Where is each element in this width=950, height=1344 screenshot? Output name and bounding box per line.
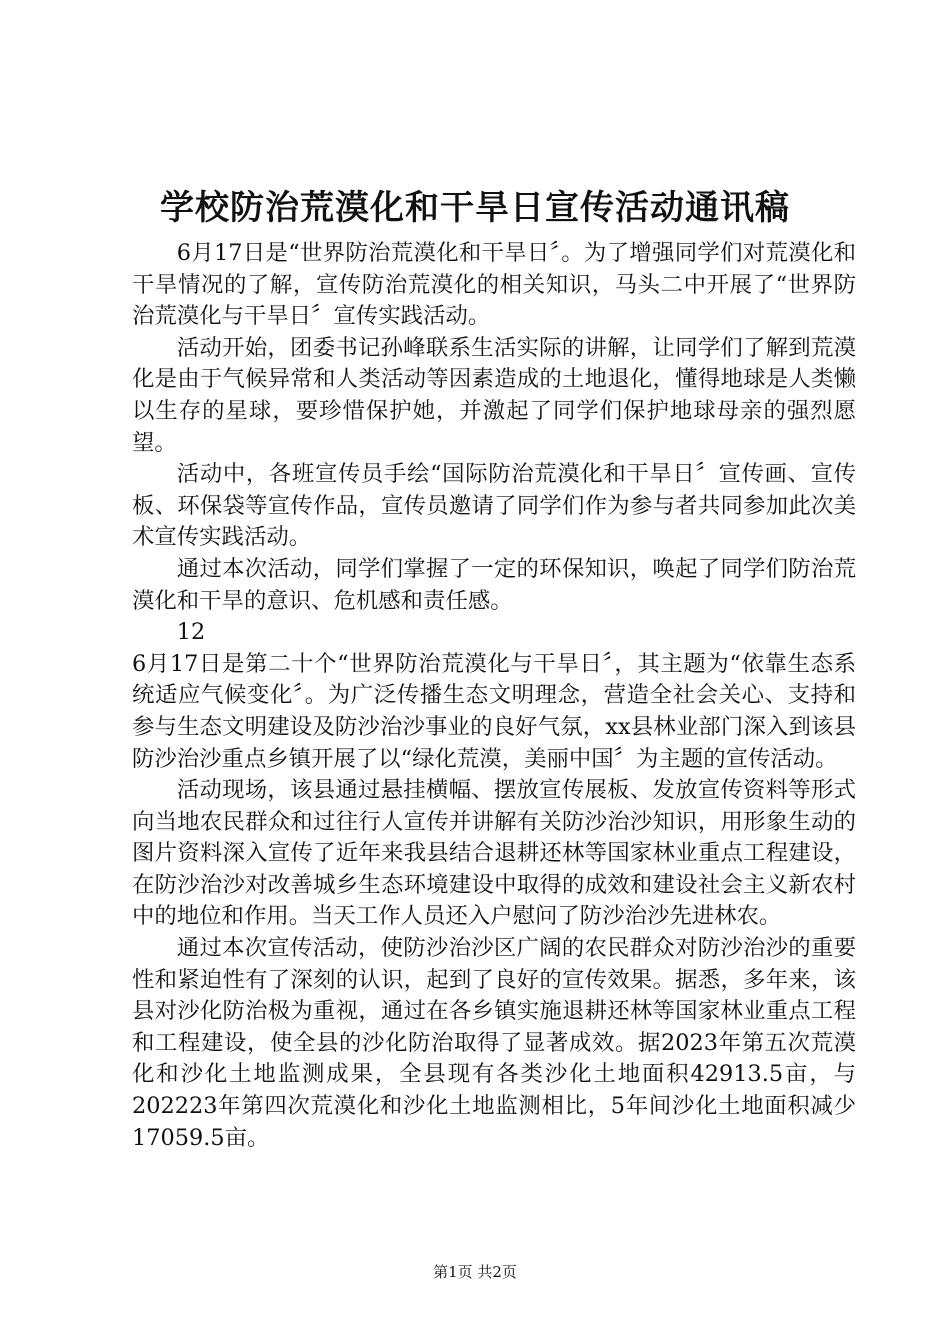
paragraph-activity-start: 活动开始，团委书记孙峰联系生活实际的讲解，让同学们了解到荒漠化是由于气候异常和人类活动等因素造成的土地退化，懂得地球是人类懒以生存的星球，要珍惜保护她，并激起了同学们保护地球母亲的强烈愿望。 (132, 334, 856, 456)
paragraph-intro: 6月17日是“世界防治荒漠化和干旱日〞。为了增强同学们对荒漠化和干旱情况的了解，宣传防治荒漠化的相关知识，马头二中开展了“世界防治荒漠化与干旱日〞宣传实践活动。 (132, 240, 856, 330)
section-separator: 12 (176, 619, 206, 646)
paragraph-activity-result: 通过本次活动，同学们掌握了一定的环保知识，唤起了同学们防治荒漠化和干旱的意识、危机感和责任感。 (132, 555, 856, 614)
document-body (132, 238, 856, 1154)
page-number-footer: 第1页 共2页 (433, 1263, 517, 1281)
paragraph-second-article-intro: 6月17日是第二十个“世界防治荒漠化与干旱日〞，其主题为“依靠生态系统适应气候变化〞。为广泛传播生态文明理念，营造全社会关心、支持和参与生态文明建设及防沙治沙事业的良好气氛，xx县林业部门深入到该县防沙治沙重点乡镇开展了以“绿化荒漠，美丽中国〞为主题的宣传活动。 (132, 650, 856, 772)
paragraph-event-effect: 通过本次宣传活动，使防沙治沙区广阔的农民群众对防沙治沙的重要性和紧迫性有了深刻的认识，起到了良好的宣传效果。据悉，多年来，该县对沙化防治极为重视，通过在各乡镇实施退耕还林等国家林业重点工程和工程建设，使全县的沙化防治取得了显著成效。据2023年第五次荒漠化和沙化土地监测成果，全县现有各类沙化土地面积42913.5亩，与202223年第四次荒漠化和沙化土地监测相比，5年间沙化土地面积减少17059.5亩。 (132, 935, 856, 1151)
paragraph-activity-middle: 活动中，各班宣传员手绘“国际防治荒漠化和干旱日〞宣传画、宣传板、环保袋等宣传作品，宣传员邀请了同学们作为参与者共同参加此次美术宣传实践活动。 (132, 461, 856, 551)
paragraph-event-scene: 活动现场，该县通过悬挂横幅、摆放宣传展板、发放宣传资料等形式向当地农民群众和过往行人宣传并讲解有关防沙治沙知识，用形象生动的图片资料深入宣传了近年来我县结合退耕还林等国家林业重点工程建设，在防沙治沙对改善城乡生态环境建设中取得的成效和建设社会主义新农村中的地位和作用。当天工作人员还入户慰问了防沙治沙先进林农。 (132, 777, 856, 930)
document-title: 学校防治荒漠化和干旱日宣传活动通讯稿 (160, 188, 790, 228)
